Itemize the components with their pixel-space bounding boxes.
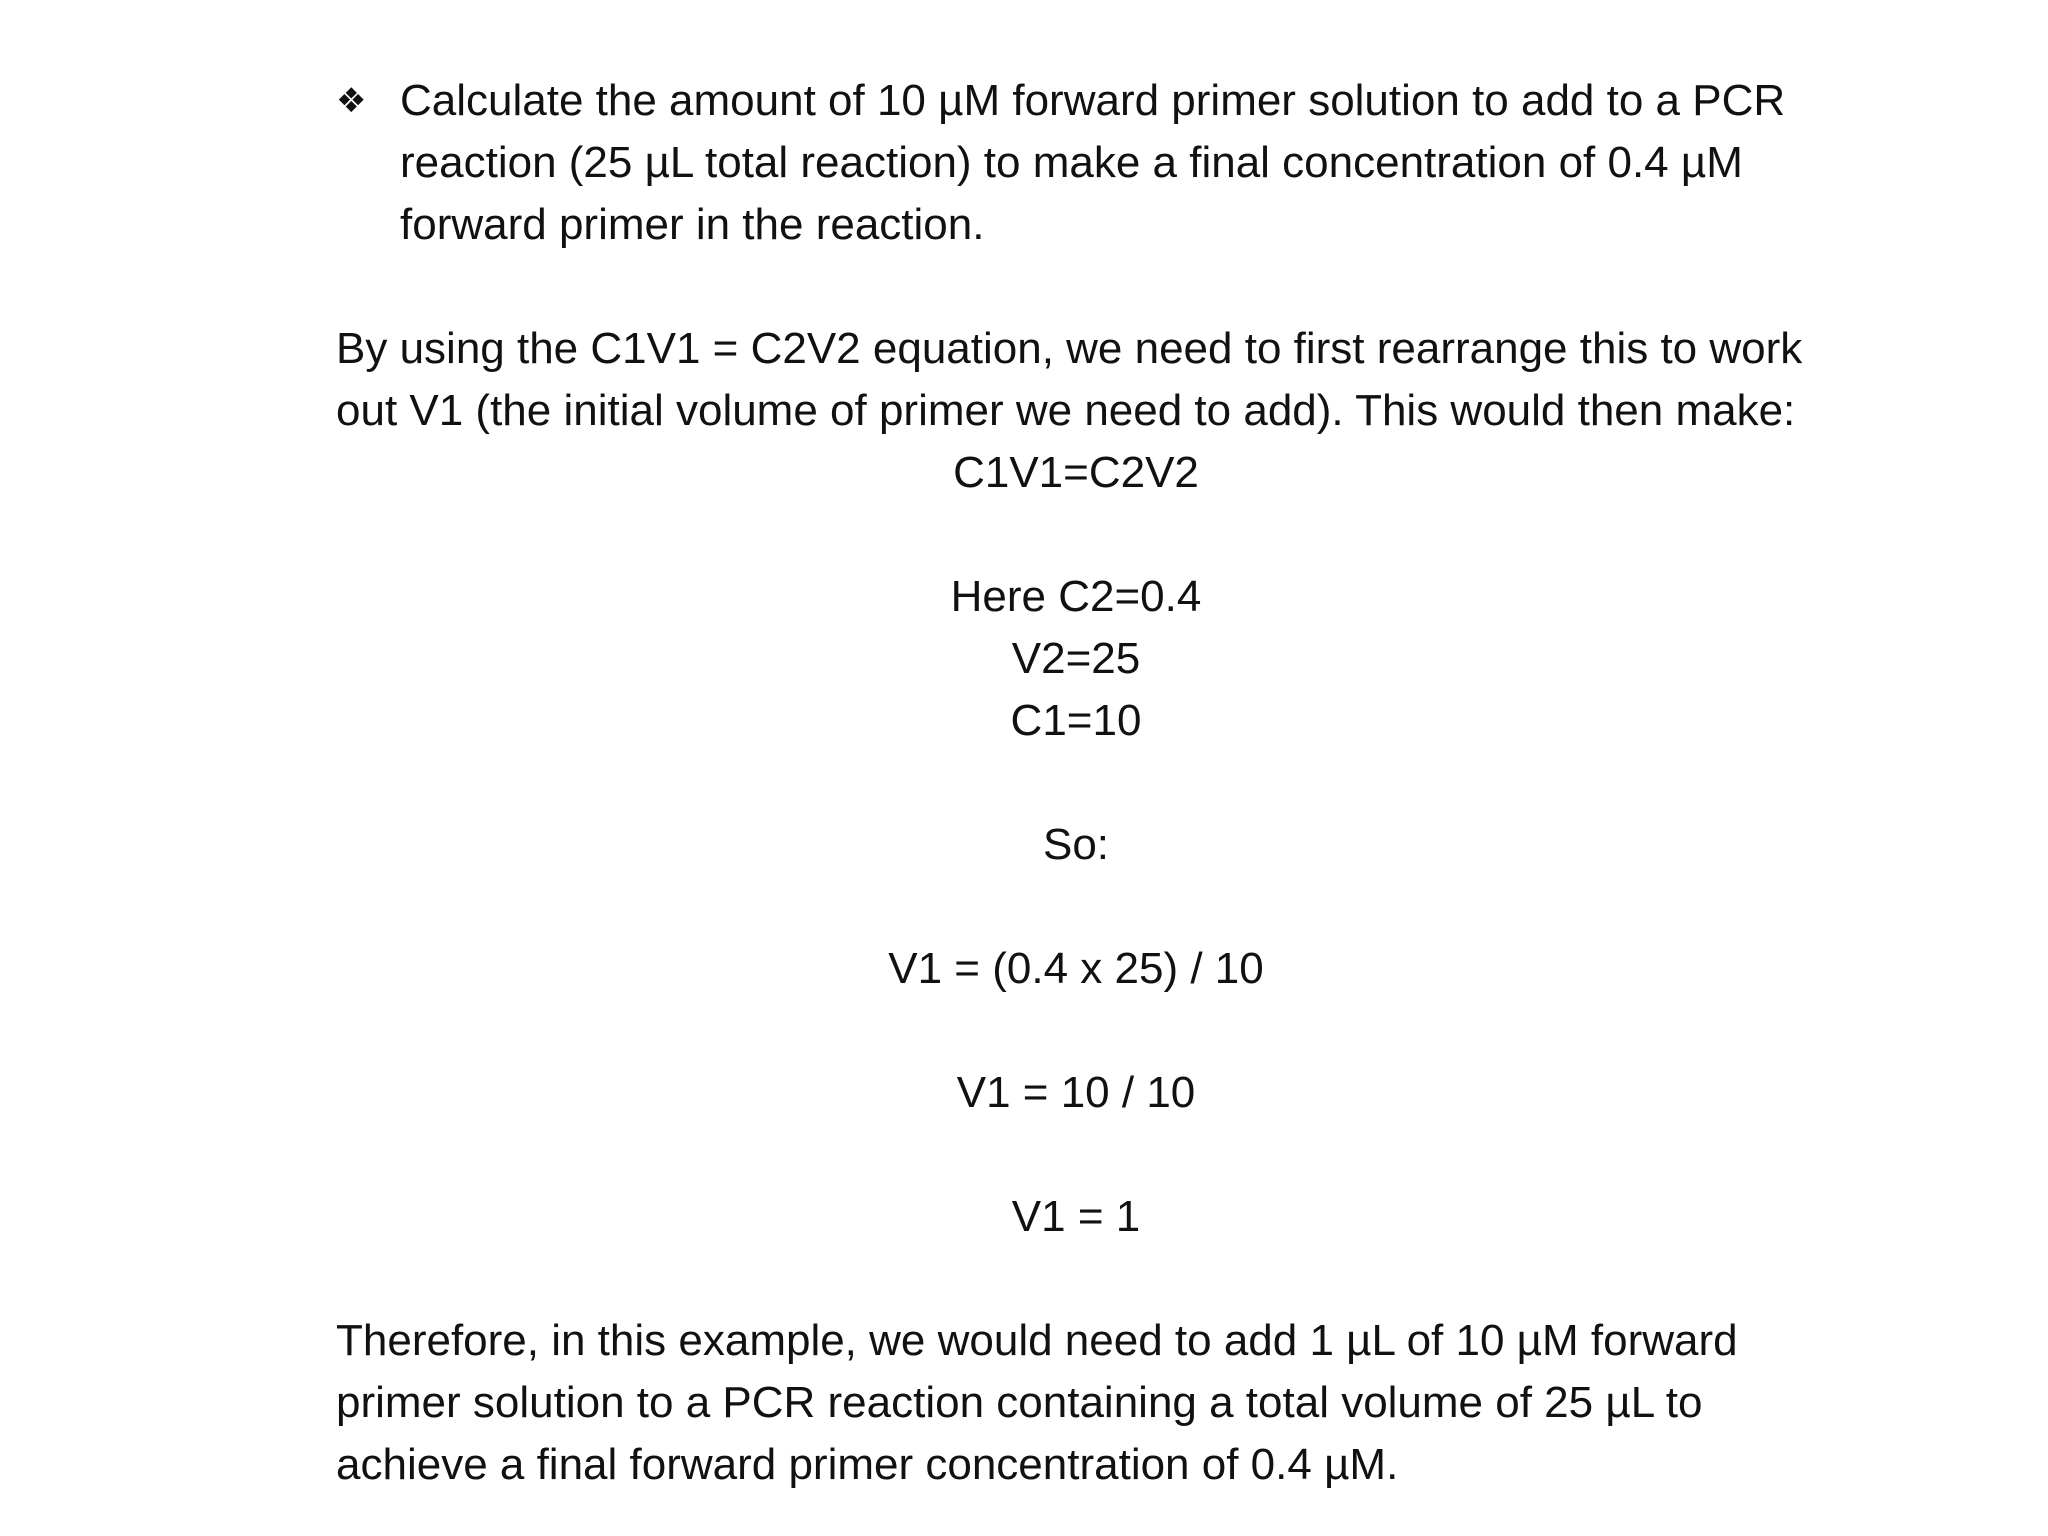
diamond-bullet-icon: ❖ [336,82,367,120]
spacer [336,504,1816,566]
equation-step-1: V1 = (0.4 x 25) / 10 [888,944,1264,993]
spacer [336,1000,1816,1062]
given-c1: C1=10 [1010,696,1142,745]
main-equation: C1V1=C2V2 [953,448,1199,497]
equation-step-2: V1 = 10 / 10 [956,1068,1196,1117]
given-c2: Here C2=0.4 [950,572,1202,621]
question-text: Calculate the amount of 10 µM forward primer solution to add to a PCR reaction (25 µL total reaction) to make a final concentration of 0.4 µM forward primer in the reaction. [400,76,1786,249]
so-label: So: [1042,820,1110,869]
spacer [336,1248,1816,1310]
spacer [336,876,1816,938]
equation-step-3: V1 = 1 [1011,1192,1141,1241]
spacer [336,752,1816,814]
equation-block [336,442,1816,1248]
question-bullet [336,70,1816,256]
conclusion-paragraph: Therefore, in this example, we would need to add 1 µL of 10 µM forward primer solution to a PCR reaction containing a total volume of 25 µL to achieve a final forward primer concentration of 0.4 µM. [336,1316,1738,1489]
given-v2: V2=25 [1011,634,1141,683]
spacer [336,1124,1816,1186]
spacer [336,256,1816,318]
intro-paragraph: By using the C1V1 = C2V2 equation, we need to first rearrange this to work out V1 (the initial volume of primer we need to add). This would then make: [336,324,1803,435]
worked-example [336,70,1816,1496]
